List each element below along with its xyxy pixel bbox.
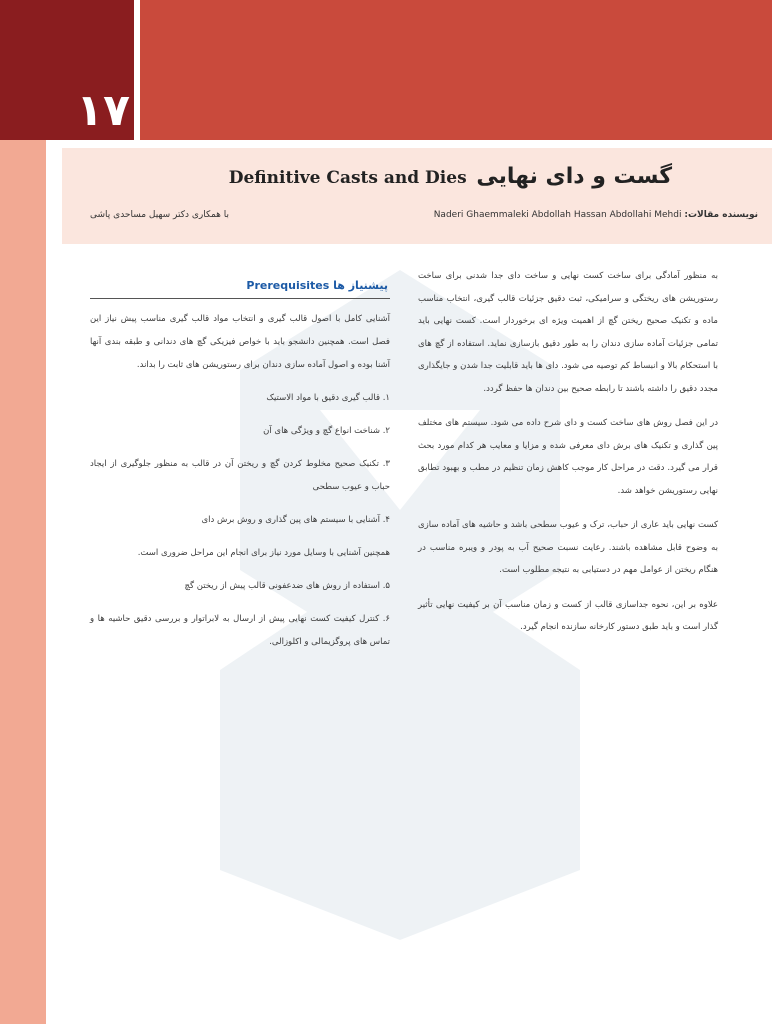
paragraph: همچنین آشنایی با وسایل مورد نیاز برای انجام این مراحل ضروری است. [137, 548, 390, 558]
authors-label: نویسنده مقالات: [684, 210, 758, 220]
paragraph: علاوه بر این، نحوه جداسازی قالب از کست و زمان مناسب آن بر کیفیت نهایی تأثیر گذار است و باید طبق دستور کارخانه سازنده انجام گیرد. [418, 599, 718, 632]
list-item: ۲. شناخت انواع گچ و ویژگی های آن [263, 426, 390, 436]
banner-divider [134, 0, 140, 140]
chapter-title-en: Definitive Casts and Dies [228, 168, 467, 188]
chapter-title [62, 160, 672, 195]
authors-names: Naderi Ghaemmaleki Abdollah Hassan Abdollahi Mehdi [433, 210, 682, 220]
list-item: ۶. کنترل کیفیت کست نهایی پیش از ارسال به لابراتوار و بررسی دقیق حاشیه ها و تماس های پروگزیمالی و اکلوزالی. [90, 614, 390, 647]
left-margin-strip [0, 140, 46, 1024]
section-heading [90, 276, 390, 299]
translator: با همکاری دکتر سهیل مساحدی پاشی [90, 210, 230, 220]
authors [434, 210, 758, 220]
paragraph: در این فصل روش های ساخت کست و دای شرح داده می شود. سیستم های مختلف پین گذاری و تکنیک های برش دای معرفی شده و مزایا و معایب هر کدام مورد بحث قرار می گیرد. دقت در مراحل کار موجب کاهش زمان تنظیم در مطب و بهبود تطابق نهایی رستوریشن خواهد شد. [418, 418, 718, 496]
left-column [90, 308, 390, 664]
list-item: ۳. تکنیک صحیح مخلوط کردن گچ و ریختن آن در قالب به منظور جلوگیری از ایجاد حباب و عیوب سطحی [90, 459, 390, 492]
list-item: ۱. قالب گیری دقیق با مواد الاستیک [266, 393, 390, 403]
authors-row [90, 208, 770, 228]
right-column [418, 265, 718, 651]
paragraph: آشنایی کامل با اصول قالب گیری و انتخاب مواد قالب گیری مناسب پیش نیاز این فصل است. همچنین دانشجو باید با خواص فیزیکی گچ های دندانی و طبقه بندی آنها آشنا بوده و اصول آماده سازی دندان برای رستوریشن های ثابت را بداند. [90, 314, 390, 370]
list-item: ۵. استفاده از روش های ضدعفونی قالب پیش از ریختن گچ [184, 581, 390, 591]
chapter-number: ۱۷ [76, 85, 130, 136]
paragraph: کست نهایی باید عاری از حباب، ترک و عیوب سطحی باشد و حاشیه های آماده سازی به وضوح قابل مشاهده باشند. رعایت نسبت صحیح آب به پودر و ویبره مناسب در هنگام ریختن از عوامل مهم در دستیابی به نتیجه مطلوب است. [418, 520, 718, 575]
paragraph: به منظور آمادگی برای ساخت کست نهایی و ساخت دای جدا شدنی برای ساخت رستوریشن های ریختگی و سرامیکی، ثبت دقیق جزئیات قالب گیری، انتخاب مناسب ماده و تکنیک صحیح ریختن گچ از اهمیت ویژه ای برخوردار است. کست نهایی باید تمامی جزئیات آماده سازی دندان را به طور دقیق بازسازی نماید. استفاده از گچ های با استحکام بالا و انبساط کم توصیه می شود. دای ها باید قابلیت جدا شدن و جایگذاری مجدد دقیق را داشته باشند تا رابطه صحیح بین دندان ها حفظ گردد. [418, 271, 718, 394]
section-heading-text: پیشنیاز ها Prerequisites [246, 279, 388, 292]
list-item: ۴. آشنایی با سیستم های پین گذاری و روش برش دای [201, 515, 390, 525]
chapter-title-fa: گست و دای نهایی [476, 164, 672, 189]
